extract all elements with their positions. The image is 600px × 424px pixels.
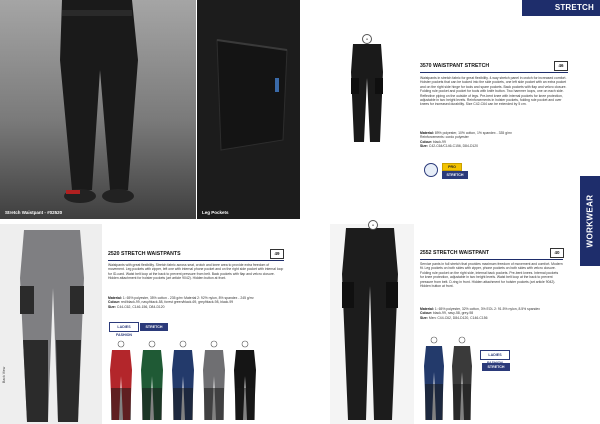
colour-variants xyxy=(422,336,482,424)
material-label: Material: xyxy=(420,307,434,311)
section-tab-right: STRETCH xyxy=(522,0,600,16)
product-2520-title: 2520 STRETCH WAISTPANTS xyxy=(108,251,181,257)
product-2552-number: 40 xyxy=(550,248,564,258)
model-photo-caption: Stretch Waistpant - #02520 xyxy=(5,210,63,215)
model-photo xyxy=(0,0,196,219)
size-value: C42-C64/C146-C156, D84-D120 xyxy=(428,144,479,149)
variant-pants xyxy=(452,337,472,420)
leg-pocket-caption: Leg Pockets xyxy=(202,210,229,215)
pants-2552-marker: ● xyxy=(368,220,378,230)
ladies-fashion-badge: LADIES FASHION xyxy=(109,322,139,332)
workwear-side-tab xyxy=(580,176,600,266)
variant-pants xyxy=(110,341,132,420)
pants-2552-image xyxy=(340,226,400,422)
material-value: 1: 65% polyester, 32% cotton, 3% EOL 2: 91.5% nylon, 8.5% spandex xyxy=(434,307,540,311)
colour-label: Colour: xyxy=(420,139,433,144)
size-label: Size: xyxy=(108,304,116,309)
variant-pants xyxy=(141,341,163,420)
ladies-fashion-badge: LADIES xyxy=(480,350,510,360)
pants-2520-image xyxy=(18,228,86,424)
back-view-label: Back View xyxy=(2,366,6,383)
stretch-badge: STRETCH xyxy=(482,363,510,371)
product-3570-specs xyxy=(420,131,568,149)
colour-value: black-99 xyxy=(433,139,446,144)
stretch-badge: STRETCH xyxy=(442,171,468,179)
material-label: Material: xyxy=(420,131,434,135)
pants-3570-marker: ● xyxy=(362,34,372,44)
product-2552-description: Service pants in full stretch that provides maximum freedom of movement and comfort. Modern fit. Leg pockets on both sides with zipper, phone pockets on both sides with velcro closure. Folding rule pocket on the right side, internal back pockets. Pre-bent knees. Internal pockets for knee protection, adjustable in two height levels. Waist belt loop at the back to prevent pressure from belt. D-ring in front. Hidden attachment for holster pockets (art article 9042). Hidden button at front. xyxy=(420,262,563,289)
colour-variants xyxy=(108,340,268,424)
size-label: Size: xyxy=(420,144,428,149)
size-value: Men: C44-C62, D84-D120, C146-C156 xyxy=(428,315,488,320)
product-3570-number: 46 xyxy=(554,61,568,71)
product-2552-title: 2552 STRETCH WAISTPANT xyxy=(420,250,490,256)
product-3570-description: Waistpants in stretch fabric for great flexibility. 4-way stretch panel in crotch for increased comfort. Holster pockets that can be tucked into the side pockets, one left side pocket with an extra pocket and on the right side hinge for tools and spare pockets. Back pockets with flap and velcro closure. Folding rule pocket and pocket for tools with knife button. Two hammer loops, one on each side. Reflective piping on the outside of legs. Pre-bent knee with internal pockets for knee protection, adjustable in two height levels. Reinforcements in holster pockets, folding rule pocket and over knees for increased durability. Size C42-C64 can be extended by 5 cm. xyxy=(420,76,567,107)
divider xyxy=(420,259,563,260)
pants-3570-image xyxy=(350,42,384,144)
variant-pants xyxy=(234,341,256,420)
certification-icon xyxy=(424,163,438,177)
colour-label: Colour: xyxy=(108,300,121,305)
divider xyxy=(108,260,284,261)
divider xyxy=(420,72,568,73)
colour-value: black-99, navy-58, grey-98 xyxy=(433,311,474,316)
material-value: 89% polyester, 10% cotton, 1% spandex - 335 g/m² xyxy=(434,131,512,135)
stretch-badge: STRETCH xyxy=(140,323,168,331)
colour-value: red/black-99, navy/black-58, forest green/black-69, grey/black-98, black-99 xyxy=(121,300,234,305)
material-value: 1: 65% polyester, 35% cotton - 235 g/m² Material 2: 92% nylon, 8% spandex - 245 g/m² xyxy=(122,296,254,300)
product-2520-description: Waistpants with great flexibility. Stretch fabric across seat, crotch and knee area to provide extra freedom of movement. Leg pockets with zipper, left one with internal phone pocket and on the right side pocket with internal loop for ID-card. Waist belt loop at the back to prevent pressure from belt. Back pockets with flap and velcro closure. Hidden attachment for holster pockets (art article 9042). Hidden button at front. xyxy=(108,263,284,281)
variant-pants xyxy=(172,341,194,420)
pro-badge: PRO xyxy=(442,163,462,171)
size-label: Size: xyxy=(420,315,428,320)
product-2520-specs xyxy=(108,296,284,309)
colour-label: Colour: xyxy=(420,311,433,316)
product-3570-title: 3570 WAISTPANT STRETCH xyxy=(420,63,490,69)
leg-pocket-photo xyxy=(197,0,300,219)
product-2552-specs xyxy=(420,307,563,320)
variant-pants xyxy=(424,337,444,420)
workwear-side-label: WORKWEAR xyxy=(585,194,595,248)
material-label: Material: xyxy=(108,296,122,300)
size-value: C44-C62, C146-156, D84-D120 xyxy=(116,304,165,309)
product-2520-number: 49 xyxy=(270,249,284,259)
variant-pants xyxy=(203,341,225,420)
reinforcement-value: Reinforcements: cordo polyester xyxy=(420,135,469,140)
